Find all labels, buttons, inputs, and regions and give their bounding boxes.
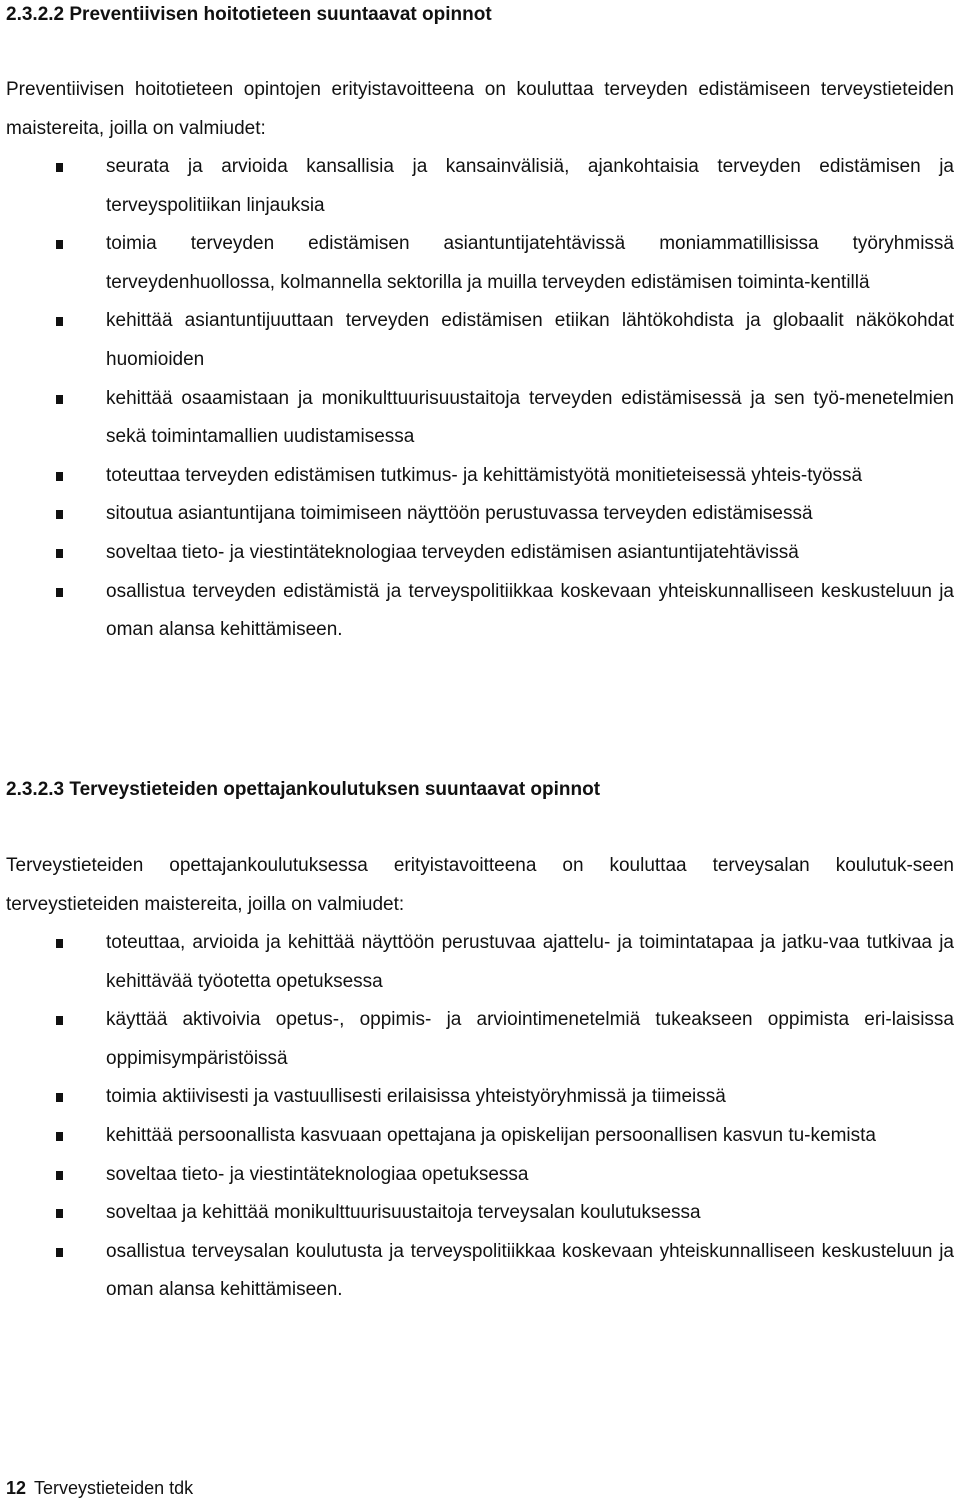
list-item-text: toteuttaa, arvioida ja kehittää näyttöön perustuvaa ajattelu- ja toimintatapaa ja jatku-vaa tutkivaa ja kehittävää työotetta opetuksessa xyxy=(106,932,954,992)
list-item-text: osallistua terveyden edistämistä ja terveyspolitiikkaa koskevaan yhteiskunnalliseen keskusteluun ja oman alansa kehittämiseen. xyxy=(106,580,954,641)
page-number: 12 xyxy=(6,1478,27,1498)
bullet-icon xyxy=(56,472,63,481)
list-item xyxy=(0,302,960,379)
list-item xyxy=(0,1078,960,1117)
bullet-icon xyxy=(56,1093,63,1102)
list-item xyxy=(0,148,960,225)
list-item-text: toimia aktiivisesti ja vastuullisesti erilaisissa yhteistyöryhmissä ja tiimeissä xyxy=(106,1086,726,1108)
list-item-text: soveltaa tieto- ja viestintäteknologiaa terveyden edistämisen asiantuntijatehtävissä xyxy=(106,541,799,563)
list-item-text: seurata ja arvioida kansallisia ja kansainvälisiä, ajankohtaisia terveyden edistämisen ja terveyspolitiikan linjauksia xyxy=(106,156,954,216)
list-item-text: kehittää osaamistaan ja monikulttuurisuustaitoja terveyden edistämisessä ja sen työ-menetelmien sekä toimintamallien uudistamisessa xyxy=(106,387,954,448)
objectives-list-teacher-education xyxy=(0,924,960,1310)
bullet-icon xyxy=(56,240,63,249)
bullet-icon xyxy=(56,939,63,948)
list-item xyxy=(0,573,960,650)
list-item xyxy=(0,495,960,534)
bullet-icon xyxy=(56,588,63,597)
page-footer xyxy=(6,1477,193,1499)
section-heading-teacher-education: 2.3.2.3 Terveystieteiden opettajankoulutuksen suuntaavat opinnot xyxy=(6,779,601,800)
bullet-icon xyxy=(56,549,63,558)
list-item xyxy=(0,1117,960,1156)
list-item xyxy=(0,1194,960,1233)
list-item-text: osallistua terveysalan koulutusta ja terveyspolitiikkaa koskevaan yhteiskunnalliseen keskusteluun ja oman alansa kehittämiseen. xyxy=(106,1240,954,1301)
list-item-text: kehittää persoonallista kasvuaan opettajana ja opiskelijan persoonallisen kasvun tu-kemista xyxy=(106,1124,876,1146)
bullet-icon xyxy=(56,510,63,519)
list-item-text: soveltaa tieto- ja viestintäteknologiaa opetuksessa xyxy=(106,1163,529,1185)
list-item-text: toteuttaa terveyden edistämisen tutkimus- ja kehittämistyötä monitieteisessä yhteis-työssä xyxy=(106,464,863,486)
bullet-icon xyxy=(56,1248,63,1257)
section-intro-teacher-education: Terveystieteiden opettajankoulutuksessa erityistavoitteena on kouluttaa terveysalan koulutuk-seen terveystieteiden maistereita, joilla on valmiudet: xyxy=(6,855,954,915)
list-item xyxy=(0,225,960,302)
list-item xyxy=(0,924,960,1001)
list-item xyxy=(0,1156,960,1195)
list-item xyxy=(0,457,960,496)
list-item-text: sitoutua asiantuntijana toimimiseen näyttöön perustuvassa terveyden edistämisessä xyxy=(106,503,813,525)
list-item-text: kehittää asiantuntijuuttaan terveyden edistämisen etiikan lähtökohdista ja globaalit näkökohdat huomioiden xyxy=(106,310,954,370)
list-item-text: toimia terveyden edistämisen asiantuntijatehtävissä moniammatillisissa työryhmissä terveydenhuollossa, kolmannella sektorilla ja muilla terveyden edistämisen toiminta-kentillä xyxy=(106,233,954,293)
list-item xyxy=(0,534,960,573)
section-heading-preventive: 2.3.2.2 Preventiivisen hoitotieteen suuntaavat opinnot xyxy=(6,4,492,25)
bullet-icon xyxy=(56,395,63,404)
bullet-icon xyxy=(56,1209,63,1218)
bullet-icon xyxy=(56,163,63,172)
bullet-icon xyxy=(56,1016,63,1025)
list-item xyxy=(0,1233,960,1310)
section-intro-preventive: Preventiivisen hoitotieteen opintojen erityistavoitteena on kouluttaa terveyden edistämiseen terveystieteiden maistereita, joilla on valmiudet: xyxy=(6,79,954,139)
bullet-icon xyxy=(56,1132,63,1141)
list-item xyxy=(0,1001,960,1078)
list-item-text: käyttää aktivoivia opetus-, oppimis- ja arviointimenetelmiä tukeakseen oppimista eri-laisissa oppimisympäristöissä xyxy=(106,1009,954,1069)
list-item-text: soveltaa ja kehittää monikulttuurisuustaitoja terveysalan koulutuksessa xyxy=(106,1202,701,1224)
footer-title: Terveystieteiden tdk xyxy=(34,1478,194,1498)
list-item xyxy=(0,380,960,457)
bullet-icon xyxy=(56,1171,63,1180)
objectives-list-preventive xyxy=(0,148,960,650)
bullet-icon xyxy=(56,317,63,326)
